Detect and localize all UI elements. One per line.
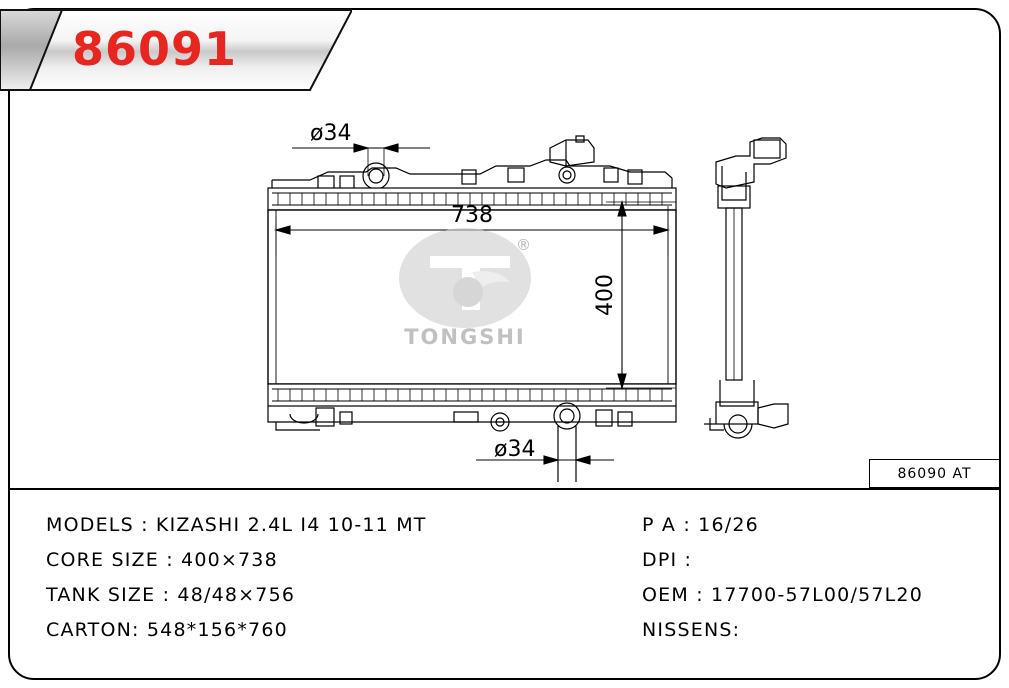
part-number-text: 86091 bbox=[72, 22, 238, 76]
spec-tank-size: TANK SIZE : 48/48×756 bbox=[46, 584, 296, 606]
spec-pa: P A : 16/26 bbox=[642, 514, 759, 536]
specs-right-column bbox=[642, 508, 982, 648]
radiator-technical-drawing bbox=[10, 96, 999, 488]
section-divider bbox=[10, 488, 999, 490]
tongshi-watermark bbox=[399, 228, 531, 349]
spec-models: MODELS : KIZASHI 2.4L I4 10-11 MT bbox=[46, 514, 427, 536]
spec-core-size: CORE SIZE : 400×738 bbox=[46, 549, 278, 571]
watermark-registered-icon: ® bbox=[516, 236, 531, 254]
part-number-banner bbox=[0, 8, 352, 92]
dimension-inlet-diameter: ø34 bbox=[310, 121, 352, 146]
spec-carton: CARTON: 548*156*760 bbox=[46, 619, 288, 641]
specifications-table bbox=[46, 508, 976, 658]
dimension-core-width: 738 bbox=[451, 203, 493, 228]
spec-oem: OEM : 17700-57L00/57L20 bbox=[642, 584, 924, 606]
dimension-core-height: 400 bbox=[593, 274, 618, 316]
watermark-brand-text: TONGSHI bbox=[404, 325, 526, 349]
dimension-outlet-diameter: ø34 bbox=[494, 437, 536, 462]
spec-nissens: NISSENS: bbox=[642, 619, 741, 641]
specs-left-column bbox=[46, 508, 626, 648]
drawing-code-box: 86090 AT bbox=[869, 459, 999, 488]
spec-dpi: DPI : bbox=[642, 549, 693, 571]
